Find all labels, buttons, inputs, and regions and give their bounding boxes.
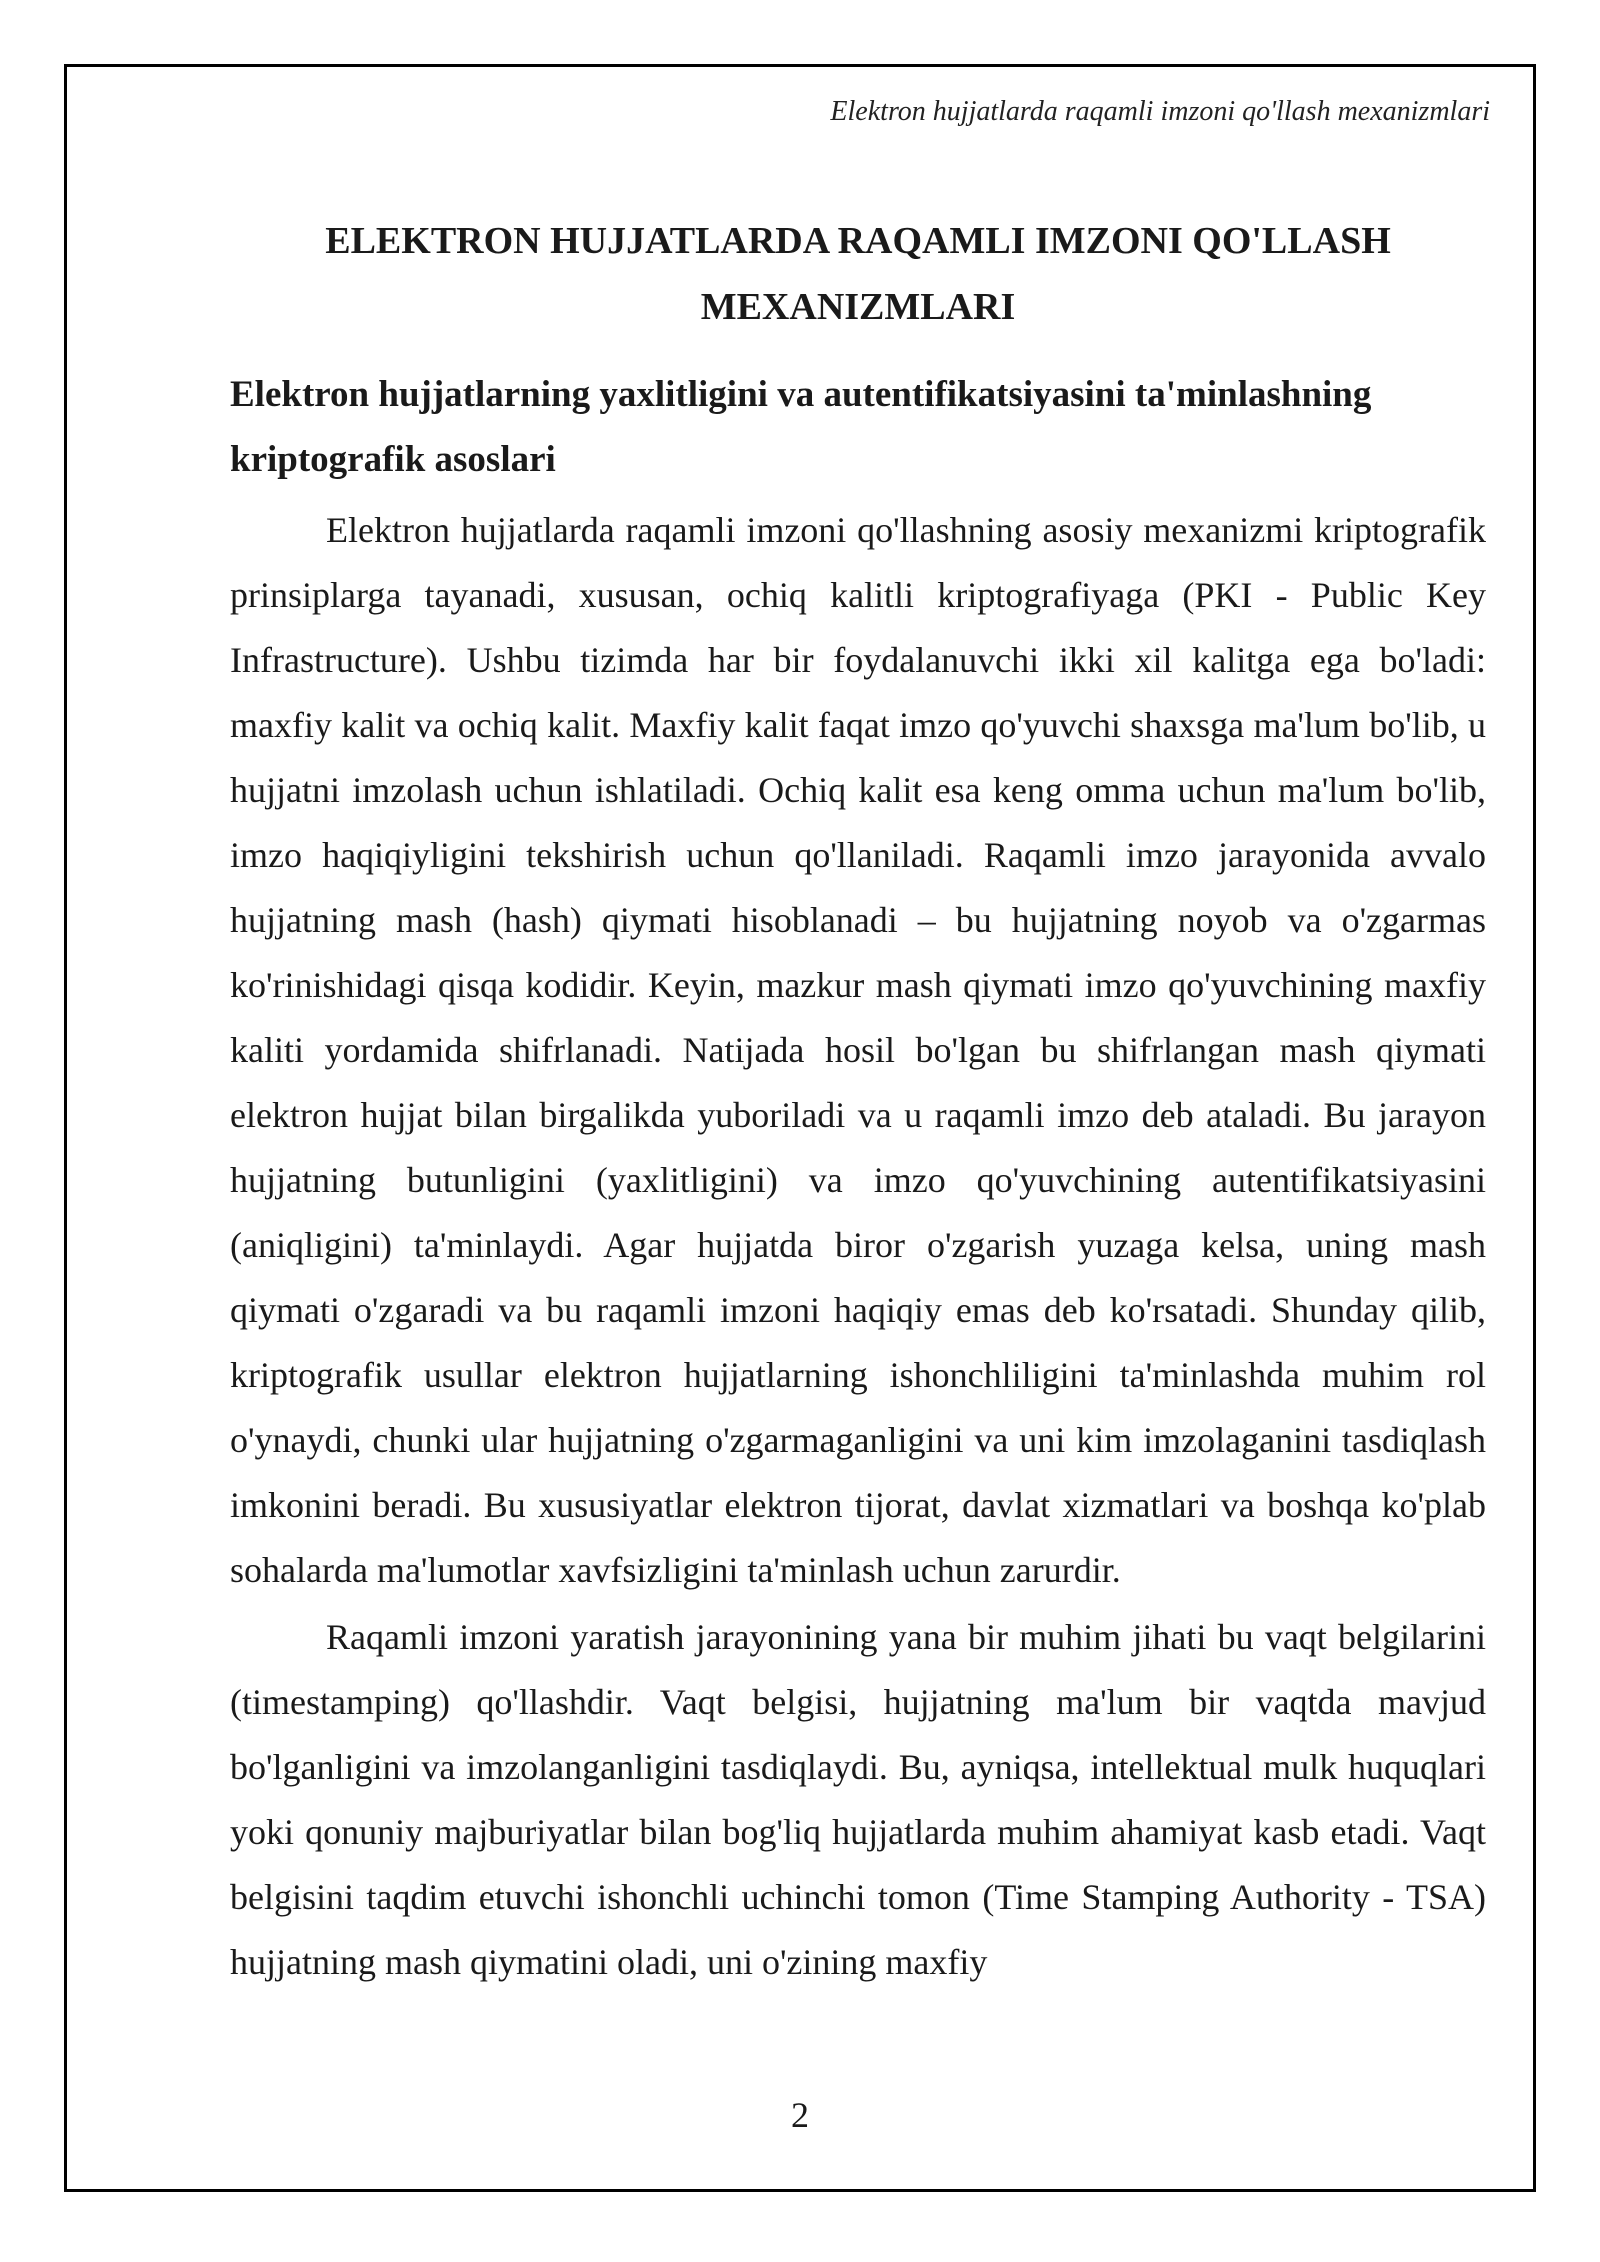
page-number: 2 — [791, 2095, 809, 2135]
paragraph-1: Elektron hujjatlarda raqamli imzoni qo'llashning asosiy mexanizmi kriptografik prinsiplarga tayanadi, xususan, ochiq kalitli kriptografiyaga (PKI - Public Key Infrastructure). Ushbu tizimda har bir foydalanuvchi ikki xil kalitga ega bo'ladi: maxfiy kalit va ochiq kalit. Maxfiy kalit faqat imzo qo'yuvchi shaxsga ma'lum bo'lib, u hujjatni imzolash uchun ishlatiladi. Ochiq kalit esa keng omma uchun ma'lum bo'lib, imzo haqiqiyligini tekshirish uchun qo'llaniladi. Raqamli imzo jarayonida avvalo hujjatning mash (hash) qiymati hisoblanadi – bu hujjatning noyob va o'zgarmas ko'rinishidagi qisqa kodidir. Keyin, mazkur mash qiymati imzo qo'yuvchining maxfiy kaliti yordamida shifrlanadi. Natijada hosil bo'lgan bu shifrlangan mash qiymati elektron hujjat bilan birgalikda yuboriladi va u raqamli imzo deb ataladi. Bu jarayon hujjatning butunligini (yaxlitligini) va imzo qo'yuvchining autentifikatsiyasini (aniqligini) ta'minlaydi. Agar hujjatda biror o'zgarish yuzaga kelsa, uning mash qiymati o'zgaradi va bu raqamli imzoni haqiqiy emas deb ko'rsatadi. Shunday qilib, kriptografik usullar elektron hujjatlarning ishonchliligini ta'minlashda muhim rol o'ynaydi, chunki ular hujjatning o'zgarmaganligini va uni kim imzolaganini tasdiqlash imkonini beradi. Bu xususiyatlar elektron tijorat, davlat xizmatlari va boshqa ko'plab sohalarda ma'lumotlar xavfsizligini ta'minlash uchun zarurdir. — [230, 510, 1486, 1590]
document-title-line-1: ELEKTRON HUJJATLARDA RAQAMLI IMZONI QO'LLASH — [325, 220, 1391, 262]
document-title-line-2: MEXANIZMLARI — [700, 286, 1016, 328]
document-title — [230, 208, 1486, 340]
document-body — [230, 208, 1486, 1997]
paragraph-2: Raqamli imzoni yaratish jarayonining yana bir muhim jihati bu vaqt belgilarini (timestamping) qo'llashdir. Vaqt belgisi, hujjatning ma'lum bir vaqtda mavjud bo'lganligini va imzolanganligini tasdiqlaydi. Bu, ayniqsa, intellektual mulk huquqlari yoki qonuniy majburiyatlar bilan bog'liq hujjatlarda muhim ahamiyat kasb etadi. Vaqt belgisini taqdim etuvchi ishonchli uchinchi tomon (Time Stamping Authority - TSA) hujjatning mash qiymatini oladi, uni o'zining maxfiy — [230, 1617, 1486, 1982]
section-heading: Elektron hujjatlarning yaxlitligini va autentifikatsiyasini ta'minlashning kriptografik asoslari — [230, 374, 1372, 480]
running-header: Elektron hujjatlarda raqamli imzoni qo'llash mexanizmlari — [830, 96, 1490, 127]
